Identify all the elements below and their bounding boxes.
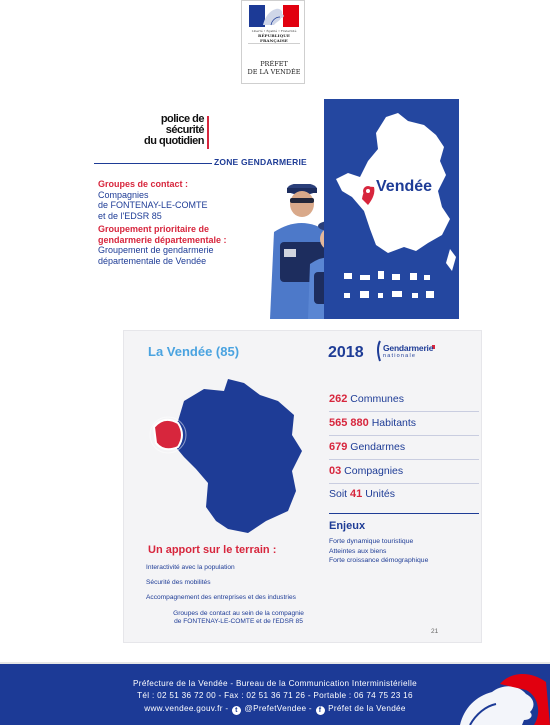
stat-habitants-label: Habitants — [371, 417, 417, 429]
stat-habitants — [329, 417, 416, 429]
enjeux-list — [329, 537, 479, 566]
stat-unites — [329, 488, 395, 500]
marianne-logo-icon — [249, 5, 299, 27]
motto-text: Liberté • Égalité • Fraternité — [251, 29, 297, 33]
apport-title: Un apport sur le terrain : — [148, 544, 277, 556]
footer-twitter-link[interactable]: @PrefetVendee - — [244, 704, 312, 713]
vendee-stats-panel — [123, 330, 482, 643]
stat-gendarmes-label: Gendarmes — [350, 441, 406, 453]
twitter-icon: t — [232, 706, 241, 715]
apport-contact-line-1: Groupes de contact au sein de la compagnie — [173, 610, 304, 617]
stat-habitants-number: 565 880 — [329, 417, 369, 429]
stat-compagnies-number: 03 — [329, 465, 342, 477]
brand-line-2: sécurité — [165, 124, 204, 136]
prefecture-logo — [241, 0, 305, 84]
stat-unites-number: 41 — [350, 488, 363, 500]
enjeux-title: Enjeux — [329, 520, 366, 532]
stat-communes — [329, 393, 404, 405]
apport-item: Accompagnement des entreprises et des industries — [146, 594, 296, 601]
contact-groups-text — [98, 179, 268, 266]
apport-item: Interactivité avec la population — [146, 564, 235, 571]
footer — [0, 662, 550, 725]
stat-divider — [329, 483, 479, 484]
footer-line-3 — [0, 704, 550, 715]
gendarmerie-logo — [374, 335, 474, 363]
prefect-title — [244, 60, 304, 76]
contact-line-3: et de l'EDSR 85 — [98, 210, 162, 221]
stat-compagnies-label: Compagnies — [344, 465, 404, 477]
stat-communes-label: Communes — [350, 393, 404, 405]
priority-line-2: départementale de Vendée — [98, 255, 207, 266]
vendee-location-map-icon — [144, 371, 314, 536]
enjeux-divider — [329, 513, 479, 514]
stat-gendarmes — [329, 441, 405, 453]
stat-unites-prefix: Soit — [329, 488, 348, 500]
zone-underline — [94, 163, 212, 164]
logo-separator — [248, 43, 300, 44]
stat-compagnies — [329, 465, 403, 477]
apport-item: Sécurité des mobilités — [146, 579, 211, 586]
footer-website-link[interactable]: www.vendee.gouv.fr - — [144, 704, 229, 713]
france-map-panel — [324, 99, 459, 319]
priority-heading-1: Groupement prioritaire de — [98, 224, 210, 234]
brand-accent-bar — [207, 116, 209, 149]
priority-line-1: Groupement de gendarmerie — [98, 245, 214, 255]
brand-line-1: police de — [160, 113, 204, 125]
priority-heading-2: gendarmerie départementale : — [98, 234, 227, 245]
enjeux-item: Forte dynamique touristique — [329, 538, 414, 545]
stat-divider — [329, 459, 479, 460]
contact-line-1: Compagnies — [98, 189, 149, 200]
stat-communes-number: 262 — [329, 393, 348, 405]
zone-label: ZONE GENDARMERIE — [214, 157, 307, 167]
apport-contact-block — [146, 610, 331, 626]
brand-line-3: du quotidien — [144, 135, 204, 147]
stats-year: 2018 — [328, 344, 364, 361]
contact-heading: Groupes de contact : — [98, 179, 189, 189]
prefect-line-1: PRÉFET — [260, 60, 288, 68]
gendarmerie-logo-text-1: Gendarmerie — [383, 343, 434, 353]
stat-divider — [329, 435, 479, 436]
republic-text: RÉPUBLIQUE FRANÇAISE — [258, 33, 290, 43]
footer-line-1: Préfecture de la Vendée - Bureau de la Communication Interministérielle — [133, 679, 417, 688]
footer-facebook-link[interactable]: Préfet de la Vendée — [328, 704, 406, 713]
apport-contact-line-2: de FONTENAY-LE-COMTE et de l'EDSR 85 — [174, 618, 303, 625]
map-vendee-label: Vendée — [376, 178, 433, 195]
france-map-icon — [324, 99, 459, 319]
footer-line-2: Tél : 02 51 36 72 00 - Fax : 02 51 36 71 26 - Portable : 06 74 75 23 16 — [137, 691, 413, 700]
psq-banner — [94, 99, 459, 319]
enjeux-item: Forte croissance démographique — [329, 557, 429, 565]
stat-unites-label: Unités — [365, 488, 395, 500]
prefect-line-2: DE LA VENDÉE — [247, 68, 301, 76]
psq-brand — [116, 114, 204, 147]
stat-divider — [329, 411, 479, 412]
facebook-icon: f — [316, 706, 325, 715]
page-number: 21 — [431, 628, 439, 635]
panel-title: La Vendée (85) — [148, 344, 240, 359]
gendarmerie-logo-text-2: nationale — [383, 353, 417, 359]
stat-gendarmes-number: 679 — [329, 441, 348, 453]
enjeux-item: Atteintes aux biens — [329, 547, 387, 555]
contact-line-2: de FONTENAY-LE-COMTE — [98, 200, 208, 210]
